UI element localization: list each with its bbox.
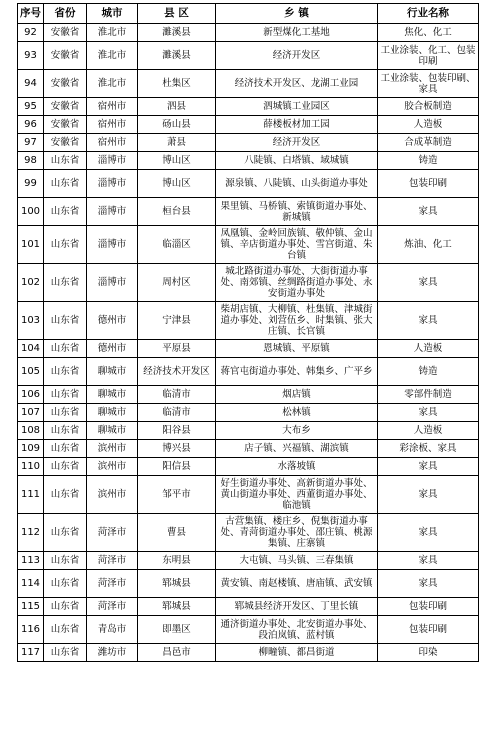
cell-index: 101 [18, 226, 44, 264]
cell-industry: 家具 [378, 476, 479, 514]
cell-town: 好生街道办事处、高新街道办事处、黄山街道办事处、西董街道办事处、临池镇 [216, 476, 378, 514]
cell-province: 山东省 [44, 358, 87, 386]
cell-industry: 炼油、化工 [378, 226, 479, 264]
cell-city: 德州市 [87, 340, 138, 358]
cell-county: 博兴县 [138, 440, 216, 458]
cell-city: 聊城市 [87, 386, 138, 404]
cell-industry: 铸造 [378, 358, 479, 386]
cell-index: 93 [18, 42, 44, 70]
table-body [18, 24, 479, 662]
cell-industry: 铸造 [378, 152, 479, 170]
cell-county: 平原县 [138, 340, 216, 358]
cell-index: 117 [18, 644, 44, 662]
table-row [18, 458, 479, 476]
cell-province: 山东省 [44, 198, 87, 226]
cell-province: 安徽省 [44, 98, 87, 116]
table-row [18, 42, 479, 70]
cell-city: 菏泽市 [87, 570, 138, 598]
cell-city: 淄博市 [87, 170, 138, 198]
table-row [18, 386, 479, 404]
cell-city: 淄博市 [87, 152, 138, 170]
cell-province: 安徽省 [44, 24, 87, 42]
cell-town: 黄安镇、南赵楼镇、唐庙镇、武安镇 [216, 570, 378, 598]
cell-town: 经济开发区 [216, 42, 378, 70]
table-row [18, 98, 479, 116]
cell-county: 即墨区 [138, 616, 216, 644]
cell-province: 山东省 [44, 552, 87, 570]
cell-county: 曹县 [138, 514, 216, 552]
cell-industry: 工业涂装、包装印刷、家具 [378, 70, 479, 98]
cell-province: 山东省 [44, 264, 87, 302]
cell-county: 临清市 [138, 404, 216, 422]
cell-province: 山东省 [44, 226, 87, 264]
cell-city: 宿州市 [87, 98, 138, 116]
cell-industry: 家具 [378, 514, 479, 552]
cell-town: 八陡镇、白塔镇、域城镇 [216, 152, 378, 170]
cell-index: 94 [18, 70, 44, 98]
cell-industry: 零部件制造 [378, 386, 479, 404]
cell-town: 经济技术开发区、龙湖工业园 [216, 70, 378, 98]
cell-index: 104 [18, 340, 44, 358]
table-row [18, 358, 479, 386]
cell-industry: 合成革制造 [378, 134, 479, 152]
table-row [18, 170, 479, 198]
cell-town: 柳疃镇、都昌街道 [216, 644, 378, 662]
cell-index: 110 [18, 458, 44, 476]
cell-province: 山东省 [44, 458, 87, 476]
cell-industry: 包装印刷 [378, 616, 479, 644]
cell-index: 112 [18, 514, 44, 552]
cell-index: 113 [18, 552, 44, 570]
cell-index: 103 [18, 302, 44, 340]
cell-county: 砀山县 [138, 116, 216, 134]
cell-industry: 家具 [378, 404, 479, 422]
table-row [18, 226, 479, 264]
cell-county: 昌邑市 [138, 644, 216, 662]
cell-county: 郓城县 [138, 570, 216, 598]
table-row [18, 340, 479, 358]
cell-town: 城北路街道办事处、大街街道办事处、南郊镇、丝绸路街道办事处、永安街道办事处 [216, 264, 378, 302]
cell-county: 宁津县 [138, 302, 216, 340]
cell-province: 山东省 [44, 404, 87, 422]
cell-town: 郓城县经济开发区、丁里长镇 [216, 598, 378, 616]
header-province: 省份 [44, 4, 87, 24]
table-row [18, 134, 479, 152]
cell-industry: 印染 [378, 644, 479, 662]
cell-town: 蒋官屯街道办事处、韩集乡、广平乡 [216, 358, 378, 386]
cell-city: 淮北市 [87, 24, 138, 42]
cell-city: 德州市 [87, 302, 138, 340]
table-row [18, 152, 479, 170]
cell-province: 安徽省 [44, 134, 87, 152]
cell-province: 山东省 [44, 514, 87, 552]
cell-province: 山东省 [44, 598, 87, 616]
cell-town: 柴胡店镇、大柳镇、杜集镇、津城街道办事处、刘营伍乡、时集镇、张大庄镇、长官镇 [216, 302, 378, 340]
table-row [18, 476, 479, 514]
cell-province: 安徽省 [44, 70, 87, 98]
table-row [18, 70, 479, 98]
cell-industry: 家具 [378, 264, 479, 302]
cell-province: 山东省 [44, 644, 87, 662]
cell-industry: 家具 [378, 198, 479, 226]
cell-county: 泗县 [138, 98, 216, 116]
cell-county: 临淄区 [138, 226, 216, 264]
table-header-row [18, 4, 479, 24]
cell-city: 淄博市 [87, 264, 138, 302]
cell-county: 周村区 [138, 264, 216, 302]
cell-index: 98 [18, 152, 44, 170]
cell-index: 102 [18, 264, 44, 302]
cell-index: 105 [18, 358, 44, 386]
cell-town: 大布乡 [216, 422, 378, 440]
cell-province: 山东省 [44, 340, 87, 358]
cell-city: 菏泽市 [87, 514, 138, 552]
header-industry: 行业名称 [378, 4, 479, 24]
enterprise-cluster-table [17, 3, 479, 662]
cell-province: 山东省 [44, 302, 87, 340]
cell-town: 通济街道办事处、北安街道办事处、段泊岚镇、蓝村镇 [216, 616, 378, 644]
cell-county: 东明县 [138, 552, 216, 570]
cell-industry: 包装印刷 [378, 170, 479, 198]
cell-index: 111 [18, 476, 44, 514]
cell-province: 山东省 [44, 170, 87, 198]
cell-city: 菏泽市 [87, 552, 138, 570]
cell-index: 114 [18, 570, 44, 598]
cell-province: 安徽省 [44, 116, 87, 134]
cell-county: 郓城县 [138, 598, 216, 616]
table-row [18, 440, 479, 458]
cell-city: 宿州市 [87, 134, 138, 152]
cell-province: 山东省 [44, 422, 87, 440]
cell-county: 邹平市 [138, 476, 216, 514]
cell-city: 聊城市 [87, 358, 138, 386]
cell-town: 经济开发区 [216, 134, 378, 152]
cell-province: 山东省 [44, 386, 87, 404]
cell-city: 聊城市 [87, 404, 138, 422]
header-town: 乡 镇 [216, 4, 378, 24]
cell-town: 烟店镇 [216, 386, 378, 404]
cell-index: 95 [18, 98, 44, 116]
cell-city: 聊城市 [87, 422, 138, 440]
cell-province: 山东省 [44, 570, 87, 598]
cell-index: 97 [18, 134, 44, 152]
cell-county: 杜集区 [138, 70, 216, 98]
cell-index: 115 [18, 598, 44, 616]
cell-city: 宿州市 [87, 116, 138, 134]
cell-industry: 胶合板制造 [378, 98, 479, 116]
cell-city: 淮北市 [87, 42, 138, 70]
cell-index: 96 [18, 116, 44, 134]
table-row [18, 644, 479, 662]
table-row [18, 514, 479, 552]
cell-industry: 家具 [378, 458, 479, 476]
cell-town: 薛楼板材加工园 [216, 116, 378, 134]
cell-city: 淮北市 [87, 70, 138, 98]
cell-industry: 家具 [378, 570, 479, 598]
cell-index: 109 [18, 440, 44, 458]
cell-county: 阳谷县 [138, 422, 216, 440]
cell-county: 桓台县 [138, 198, 216, 226]
cell-province: 安徽省 [44, 42, 87, 70]
cell-index: 100 [18, 198, 44, 226]
cell-city: 潍坊市 [87, 644, 138, 662]
cell-province: 山东省 [44, 440, 87, 458]
cell-county: 濉溪县 [138, 42, 216, 70]
cell-county: 经济技术开发区 [138, 358, 216, 386]
cell-industry: 包装印刷 [378, 598, 479, 616]
cell-county: 博山区 [138, 152, 216, 170]
cell-county: 萧县 [138, 134, 216, 152]
table-row [18, 422, 479, 440]
cell-industry: 工业涂装、化工、包装印刷 [378, 42, 479, 70]
cell-industry: 彩涂板、家具 [378, 440, 479, 458]
cell-town: 果里镇、马桥镇、索镇街道办事处、新城镇 [216, 198, 378, 226]
cell-province: 山东省 [44, 152, 87, 170]
cell-town: 松林镇 [216, 404, 378, 422]
cell-town: 大屯镇、马头镇、三春集镇 [216, 552, 378, 570]
table-row [18, 198, 479, 226]
cell-city: 青岛市 [87, 616, 138, 644]
cell-city: 滨州市 [87, 458, 138, 476]
cell-industry: 人造板 [378, 116, 479, 134]
cell-county: 临清市 [138, 386, 216, 404]
cell-index: 92 [18, 24, 44, 42]
cell-city: 滨州市 [87, 440, 138, 458]
cell-industry: 人造板 [378, 340, 479, 358]
table-row [18, 616, 479, 644]
table-row [18, 570, 479, 598]
cell-town: 泗城镇工业园区 [216, 98, 378, 116]
table-row [18, 264, 479, 302]
header-county: 县 区 [138, 4, 216, 24]
cell-index: 107 [18, 404, 44, 422]
cell-city: 滨州市 [87, 476, 138, 514]
cell-industry: 家具 [378, 302, 479, 340]
cell-industry: 焦化、化工 [378, 24, 479, 42]
cell-county: 濉溪县 [138, 24, 216, 42]
cell-industry: 人造板 [378, 422, 479, 440]
cell-town: 店子镇、兴福镇、湖滨镇 [216, 440, 378, 458]
cell-province: 山东省 [44, 476, 87, 514]
cell-town: 源泉镇、八陡镇、山头街道办事处 [216, 170, 378, 198]
cell-town: 古营集镇、楼庄乡、倪集街道办事处、青菏街道办事处、邵庄镇、桃源集镇、庄寨镇 [216, 514, 378, 552]
table-row [18, 404, 479, 422]
cell-town: 凤凰镇、金岭回族镇、敬仲镇、金山镇、辛店街道办事处、雪宫街道、朱台镇 [216, 226, 378, 264]
cell-town: 恩城镇、平原镇 [216, 340, 378, 358]
header-index: 序号 [18, 4, 44, 24]
table-row [18, 598, 479, 616]
table-row [18, 302, 479, 340]
table-row [18, 552, 479, 570]
cell-index: 99 [18, 170, 44, 198]
cell-province: 山东省 [44, 616, 87, 644]
cell-index: 106 [18, 386, 44, 404]
header-city: 城市 [87, 4, 138, 24]
cell-county: 阳信县 [138, 458, 216, 476]
cell-town: 新型煤化工基地 [216, 24, 378, 42]
table-row [18, 116, 479, 134]
cell-city: 淄博市 [87, 198, 138, 226]
cell-city: 菏泽市 [87, 598, 138, 616]
cell-city: 淄博市 [87, 226, 138, 264]
cell-industry: 家具 [378, 552, 479, 570]
table-row [18, 24, 479, 42]
cell-town: 水落坡镇 [216, 458, 378, 476]
cell-county: 博山区 [138, 170, 216, 198]
cell-index: 116 [18, 616, 44, 644]
cell-index: 108 [18, 422, 44, 440]
